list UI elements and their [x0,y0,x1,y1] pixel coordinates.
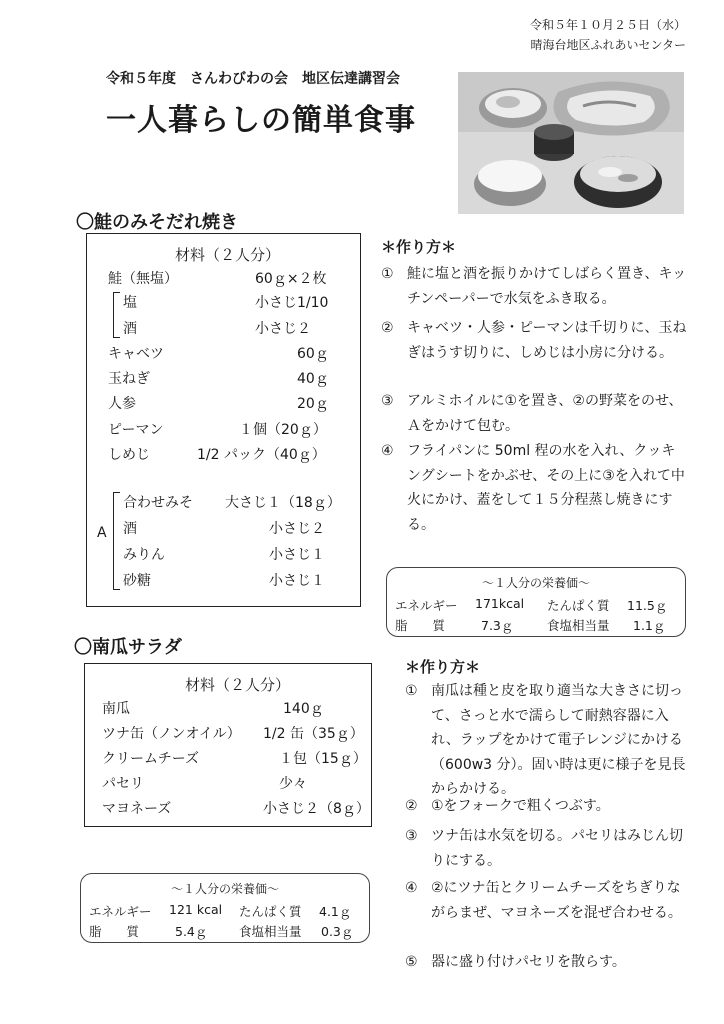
ingredient-amount: 小さじ２ [269,521,325,537]
ingredient-name: 酒 [123,521,137,537]
ingredient-name: クリームチーズ [102,751,200,767]
ingredient-amount: １個（20ｇ） [239,422,327,438]
step-text: 南瓜は種と皮を取り適当な大きさに切って、さっと水で濡らして耐熱容器に入れ、ラップをかけて電子レンジにかける（600w3 分）。固い時は更に様子を見長からかける。 [431,683,686,797]
ingredient-amount: 40ｇ [297,371,329,387]
step-text: キャベツ・人参・ピーマンは千切りに、玉ねぎはうす切りに、しめじは小房に分ける。 [407,320,687,361]
step-number: ④ [381,443,394,459]
meal-photo [458,72,684,214]
ingredient-name: 酒 [123,321,137,337]
event-subtitle: 令和５年度 さんわびわの会 地区伝達講習会 [106,71,400,87]
ingredient-name: 南瓜 [102,701,130,717]
nutrition-caption: ～１人分の栄養価～ [481,576,590,590]
step-number: ③ [381,393,394,409]
nutrition-label: 脂 質 [395,618,446,633]
nutrition-label: 食塩相当量 [547,618,610,633]
ingredient-amount: 60ｇ [297,346,329,362]
nutrition-label: 脂 質 [89,924,140,939]
ingredient-amount: 小さじ２（8ｇ） [263,801,370,817]
ingredient-name: しめじ [108,447,150,463]
ingredient-amount: 小さじ１ [269,547,325,563]
nutrition-value: 171kcal [475,596,525,611]
nutrition-value: 11.5ｇ [627,598,668,613]
sauce-label: A [97,525,107,541]
meal-photo-illustration [458,72,684,214]
recipe1-step [381,262,687,311]
step-text: ツナ缶は水気を切る。パセリはみじん切りにする。 [431,828,683,869]
ingredient-amount: 小さじ２ [255,321,311,337]
recipe1-ingredients-box [86,233,361,607]
recipe1-step [381,439,687,537]
ingredient-name: 塩 [123,295,137,311]
recipe1-step [381,389,687,438]
recipe1-step [381,316,687,365]
document-date: 令和５年１０月２５日（水） [529,18,686,32]
step-number: ② [381,320,394,336]
nutrition-value: 7.3ｇ [481,618,514,633]
ingredient-name: ツナ缶（ノンオイル） [102,726,241,742]
step-number: ③ [405,828,418,844]
ingredient-amount: １包（15ｇ） [279,751,367,767]
nutrition-label: エネルギー [395,598,458,613]
ingredient-amount: 1/2 パック（40ｇ） [197,447,326,463]
step-text: アルミホイルに①を置き、②の野菜をのせ、Ａをかけて包む。 [407,393,683,434]
recipe2-step [405,876,687,925]
nutrition-caption: ～１人分の栄養価～ [170,882,279,896]
step-text: フライパンに 50ml 程の水を入れ、クッキングシートをかぶせ、その上に③を入れて中火にかけ、蓋をして１５分程蒸し焼きにする。 [407,443,685,533]
step-number: ① [381,266,394,282]
recipe2-materials-heading: 材料（２人分） [185,676,291,694]
recipe2-title: 〇南瓜サラダ [74,637,182,658]
recipe2-ingredients-box [84,663,372,827]
step-text: 鮭に塩と酒を振りかけてしばらく置き、キッチンペーパーで水気をふき取る。 [407,266,687,307]
nutrition-value: 4.1ｇ [319,904,352,919]
ingredient-name: 砂糖 [123,573,151,589]
venue-name: 晴海台地区ふれあいセンター [530,38,686,52]
nutrition-label: たんぱく質 [239,904,302,919]
nutrition-value: 5.4ｇ [175,924,208,939]
nutrition-label: たんぱく質 [547,598,610,613]
recipe2-step [405,824,687,873]
ingredient-name: 玉ねぎ [108,371,150,387]
ingredient-amount: 140ｇ [283,701,324,717]
ingredient-name: キャベツ [108,346,164,362]
seasoning-bracket [113,292,120,338]
step-number: ④ [405,880,418,896]
nutrition-label: 食塩相当量 [239,924,302,939]
recipe1-nutrition-box [386,567,686,637]
nutrition-value: 1.1ｇ [633,618,666,633]
nutrition-value: 0.3ｇ [321,924,354,939]
recipe2-nutrition-box [80,873,370,943]
recipe1-title: 〇鮭のみそだれ焼き [76,212,238,233]
recipe2-method-title: ＊作り方＊ [405,658,481,676]
ingredient-name: 人参 [108,396,136,412]
ingredient-name: パセリ [102,776,144,792]
recipe1-materials-heading: 材料（２人分） [175,246,281,264]
recipe2-step [405,950,687,975]
ingredient-amount: 1/2 缶（35ｇ） [263,726,364,742]
ingredient-amount: 小さじ1/10 [255,295,329,311]
nutrition-label: エネルギー [89,904,152,919]
ingredient-name: みりん [123,547,165,563]
step-number: ② [405,798,418,814]
step-text: ①をフォークで粗くつぶす。 [431,798,610,814]
ingredient-amount: 20ｇ [297,396,329,412]
step-text: 器に盛り付けパセリを散らす。 [431,954,626,970]
recipe2-step [405,794,687,819]
ingredient-amount: 少々 [279,776,307,792]
recipe1-method-title: ＊作り方＊ [381,238,457,256]
ingredient-amount: 小さじ１ [269,573,325,589]
step-number: ① [405,683,418,699]
ingredient-amount: 大さじ１（18ｇ） [225,495,341,511]
ingredient-amount: 60ｇ×２枚 [255,271,327,287]
ingredient-name: 鮭（無塩） [108,271,178,287]
sauce-bracket [113,492,120,590]
page-title: 一人暮らしの簡単食事 [106,103,416,138]
ingredient-name: ピーマン [108,422,164,438]
recipe2-step [405,679,687,802]
ingredient-name: マヨネーズ [102,801,172,817]
nutrition-value: 121 kcal [169,902,223,917]
ingredient-name: 合わせみそ [123,495,193,511]
step-number: ⑤ [405,954,418,970]
step-text: ②にツナ缶とクリームチーズをちぎりながらまぜ、マヨネーズを混ぜ合わせる。 [431,880,682,921]
